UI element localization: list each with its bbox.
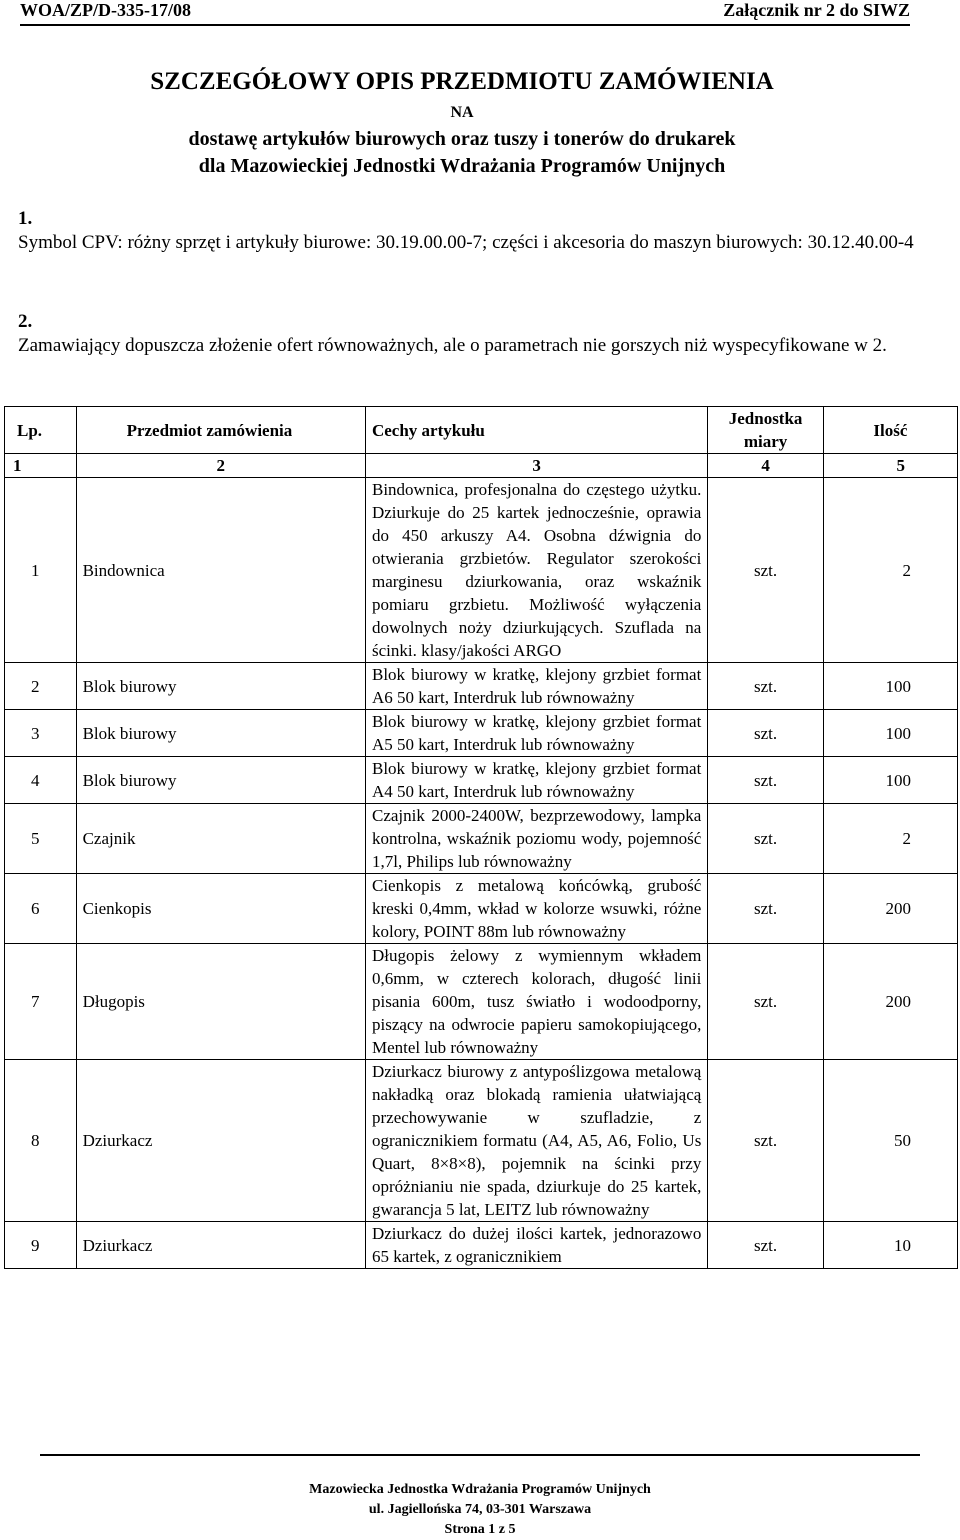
header-unit-line2: miary [743,432,788,451]
column-number: 2 [76,454,365,478]
row-lp: 2 [5,663,77,710]
table-row [5,663,958,710]
row-unit: szt. [708,1060,824,1222]
row-item: Blok biurowy [76,663,365,710]
row-features: Czajnik 2000-2400W, bezprzewodowy, lampka kontrolna, wskaźnik poziomu wody, pojemność 1,7l, Philips lub równoważny [365,804,707,874]
row-lp: 9 [5,1222,77,1269]
row-features: Blok biurowy w kratkę, klejony grzbiet format A6 50 kart, Interdruk lub równoważny [365,663,707,710]
header-item: Przedmiot zamówienia [76,407,365,454]
row-qty: 10 [823,1222,957,1269]
items-table [4,406,958,1269]
row-lp: 3 [5,710,77,757]
row-item: Długopis [76,944,365,1060]
row-qty: 100 [823,710,957,757]
row-qty: 200 [823,944,957,1060]
table-row [5,1060,958,1222]
row-features: Blok biurowy w kratkę, klejony grzbiet format A5 50 kart, Interdruk lub równoważny [365,710,707,757]
row-lp: 6 [5,874,77,944]
column-number: 4 [708,454,824,478]
table-row [5,944,958,1060]
row-item: Blok biurowy [76,710,365,757]
row-unit: szt. [708,1222,824,1269]
table-row [5,757,958,804]
page-header [20,0,910,22]
section-2 [18,310,914,358]
table-row [5,478,958,663]
table-row [5,710,958,757]
document-subtitle: dostawę artykułów biurowych oraz tuszy i tonerów do drukarek [188,128,736,150]
row-qty: 100 [823,663,957,710]
row-item: Dziurkacz [76,1060,365,1222]
page-footer [40,1454,920,1540]
row-lp: 7 [5,944,77,1060]
row-lp: 8 [5,1060,77,1222]
row-qty: 2 [823,804,957,874]
row-qty: 100 [823,757,957,804]
row-unit: szt. [708,874,824,944]
table-row [5,804,958,874]
document-subtitle-2: dla Mazowieckiej Jednostki Wdrażania Programów Unijnych [198,155,726,177]
row-qty: 200 [823,874,957,944]
header-qty: Ilość [823,407,957,454]
row-features: Bindownica, profesjonalna do częstego użytku. Dziurkuje do 25 kartek jednocześnie, oprawia do 450 arkuszy A4. Osobna dźwignia do otwierania grzbietów. Regulator szerokości marginesu dziurkowania, oraz wskaźnik pomiaru grzbietu. Możliwość wyłączenia dowolnych noży dziurkujących. Szuflada na ścinki. klasy/jakości ARGO [365,478,707,663]
section-1 [18,207,914,255]
column-number: 3 [365,454,707,478]
row-unit: szt. [708,944,824,1060]
row-item: Czajnik [76,804,365,874]
section-2-text: Zamawiający dopuszcza złożenie ofert równoważnych, ale o parametrach nie gorszych niż wyspecyfikowane w 2. [18,335,887,356]
row-unit: szt. [708,663,824,710]
row-features-cell [365,1222,707,1269]
row-item: Blok biurowy [76,757,365,804]
document-title-na: NA [450,104,474,121]
header-unit [708,407,824,454]
row-item: Cienkopis [76,874,365,944]
footer-rule [40,1454,920,1476]
row-qty: 50 [823,1060,957,1222]
row-features: Dziurkacz do dużej ilości kartek, jednorazowo 65 kartek, z ogranicznikiem [371,1224,702,1266]
section-1-number: 1. [18,208,33,229]
row-features: Długopis żelowy z wymiennym wkładem 0,6mm, w czterech kolorach, długość linii pisania 600m, tusz światło i wodoodporny, piszący na odwrocie papieru samokopiującego, Mentel lub równoważny [365,944,707,1060]
row-lp: 5 [5,804,77,874]
row-features: Dziurkacz biurowy z antypoślizgowa metalową nakładką oraz blokadą ramienia ułatwiającą przechowywanie w szufladzie, z ogranicznikiem formatu (A4, A5, A6, Folio, Us Quart, 8×8×8), pojemnik na ścinki przy opróżnianiu nie spada, dziurkuje do 25 kartek, gwarancja 5 lat, LEITZ lub równoważny [365,1060,707,1222]
column-number-row [5,454,958,478]
document-reference: WOA/ZP/D-335-17/08 [20,0,191,20]
header-lp: Lp. [5,407,77,454]
footer-address: ul. Jagiellońska 74, 03-301 Warszawa [368,1502,592,1517]
header-rule [20,24,910,26]
row-unit: szt. [708,710,824,757]
row-lp: 4 [5,757,77,804]
row-item: Bindownica [76,478,365,663]
header-unit-line1: Jednostka [728,409,803,428]
table-row [5,874,958,944]
row-unit: szt. [708,478,824,663]
row-lp: 1 [5,478,77,663]
table-header-row [5,407,958,454]
row-unit: szt. [708,757,824,804]
row-item: Dziurkacz [76,1222,365,1269]
header-features: Cechy artykułu [365,407,707,454]
row-unit: szt. [708,804,824,874]
section-1-text: Symbol CPV: różny sprzęt i artykuły biurowe: 30.19.00.00-7; części i akcesoria do maszyn biurowych: 30.12.40.00-4 [18,232,914,253]
column-number: 1 [5,454,77,478]
row-features: Cienkopis z metalową końcówką, grubość kreski 0,4mm, wkład w kolorze wsuwki, różne kolory, POINT 88m lub równoważny [365,874,707,944]
table-row [5,1222,958,1269]
column-number: 5 [823,454,957,478]
row-qty: 2 [823,478,957,663]
footer-page-number: Strona 1 z 5 [444,1522,516,1537]
section-2-number: 2. [18,311,33,332]
document-title: SZCZEGÓŁOWY OPIS PRZEDMIOTU ZAMÓWIENIA [150,68,774,95]
attachment-label: Załącznik nr 2 do SIWZ [723,0,910,20]
row-features: Blok biurowy w kratkę, klejony grzbiet format A4 50 kart, Interdruk lub równoważny [365,757,707,804]
footer-organization: Mazowiecka Jednostka Wdrażania Programów Unijnych [309,1482,651,1497]
